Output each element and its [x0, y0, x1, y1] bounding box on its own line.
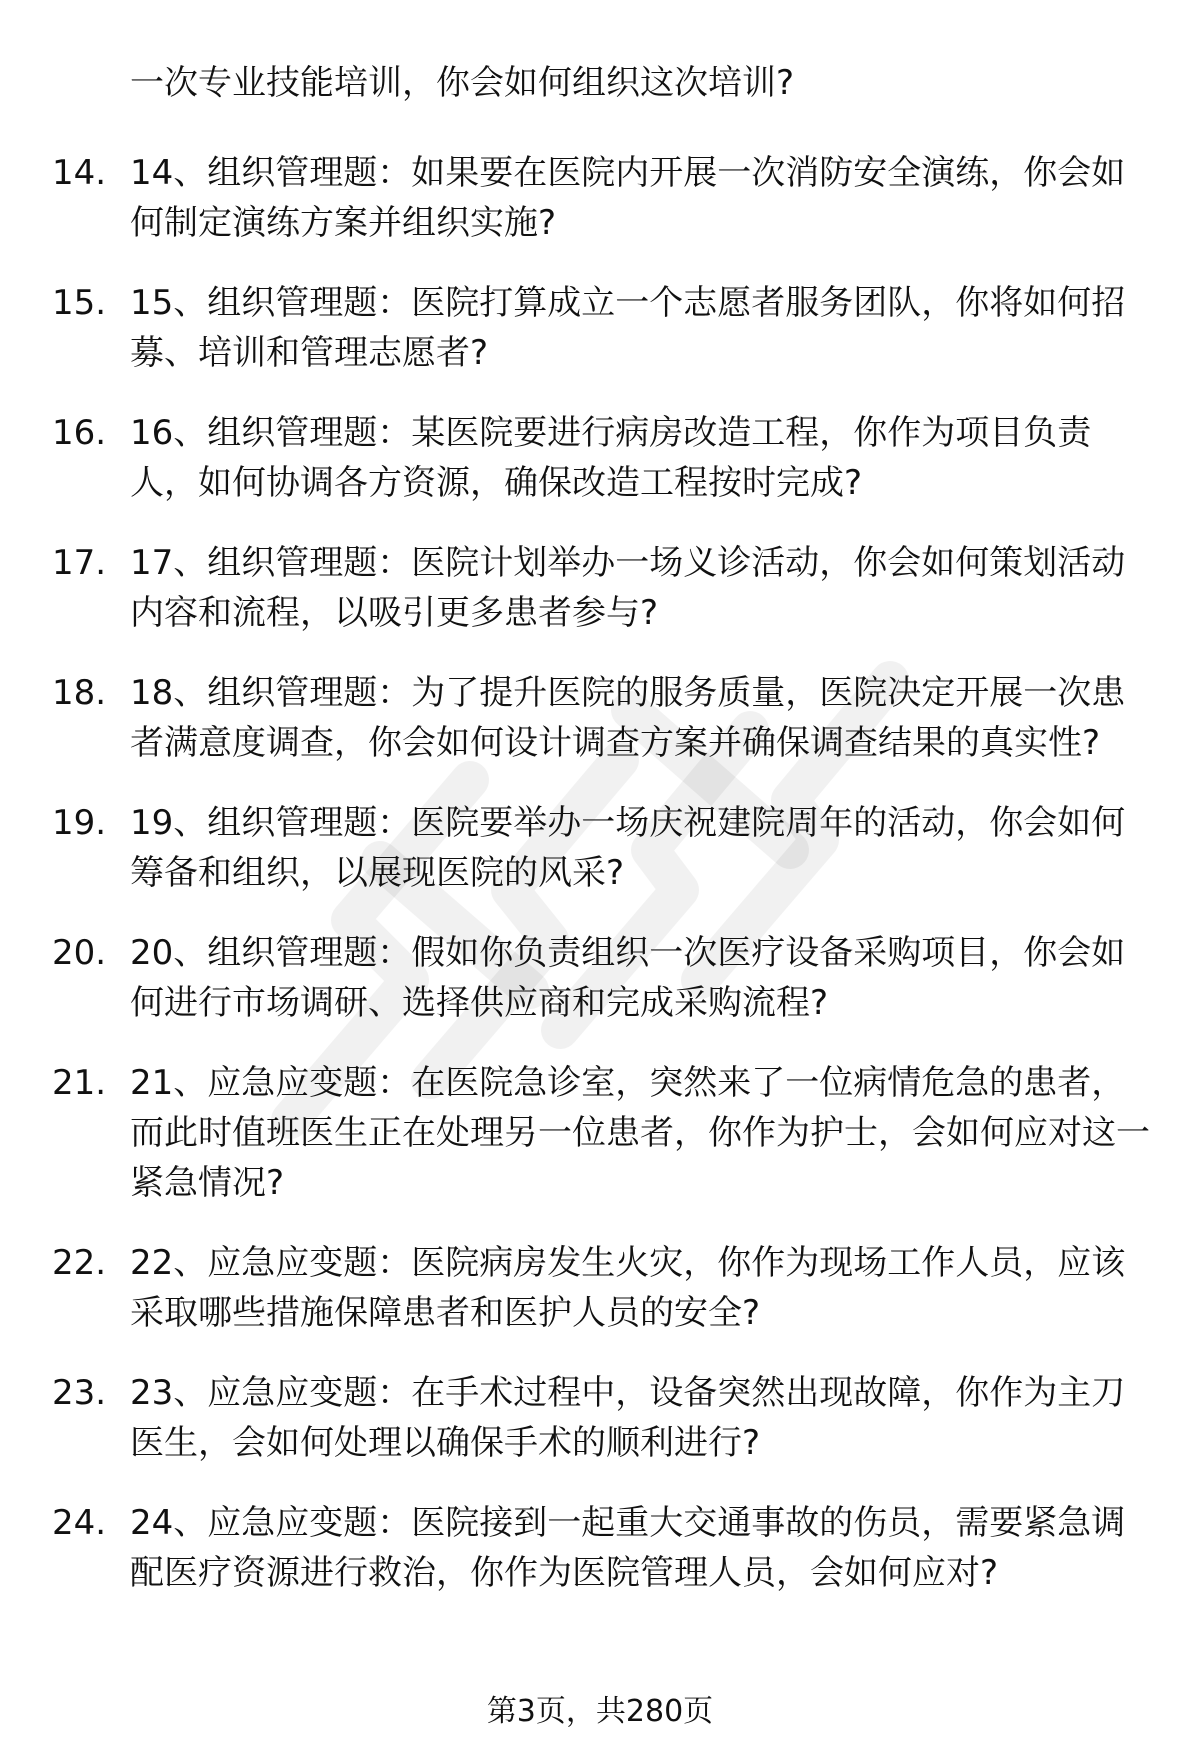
- question-number: 19.: [52, 803, 107, 843]
- question-item: [0, 278, 1200, 378]
- question-text: 16、组织管理题：某医院要进行病房改造工程，你作为项目负责人，如何协调各方资源，确保改造工程按时完成?: [130, 413, 1092, 503]
- question-text: 22、应急应变题：医院病房发生火灾，你作为现场工作人员，应该采取哪些措施保障患者和医护人员的安全?: [130, 1243, 1126, 1333]
- question-item: [0, 1368, 1200, 1468]
- question-number: 16.: [52, 413, 107, 453]
- question-text: 15、组织管理题：医院打算成立一个志愿者服务团队，你将如何招募、培训和管理志愿者?: [130, 283, 1126, 373]
- question-item: [0, 408, 1200, 508]
- question-text: 14、组织管理题：如果要在医院内开展一次消防安全演练，你会如何制定演练方案并组织实施?: [130, 153, 1126, 243]
- question-text: 17、组织管理题：医院计划举办一场义诊活动，你会如何策划活动内容和流程，以吸引更多患者参与?: [130, 543, 1126, 633]
- question-item: [0, 1498, 1200, 1598]
- question-text: 18、组织管理题：为了提升医院的服务质量，医院决定开展一次患者满意度调查，你会如何设计调查方案并确保调查结果的真实性?: [130, 673, 1126, 763]
- question-number: 20.: [52, 933, 107, 973]
- question-number: 14.: [52, 153, 107, 193]
- question-text: 21、应急应变题：在医院急诊室，突然来了一位病情危急的患者，而此时值班医生正在处理另一位患者，你作为护士，会如何应对这一紧急情况?: [130, 1063, 1150, 1203]
- question-item: [0, 928, 1200, 1028]
- question-item: [0, 1238, 1200, 1338]
- page-footer: 第3页，共280页: [486, 1694, 714, 1729]
- question-number: 22.: [52, 1243, 107, 1283]
- question-text: 23、应急应变题：在手术过程中，设备突然出现故障，你作为主刀医生，会如何处理以确保手术的顺利进行?: [130, 1373, 1126, 1463]
- question-number: 18.: [52, 673, 107, 713]
- question-text: 24、应急应变题：医院接到一起重大交通事故的伤员，需要紧急调配医疗资源进行救治，你作为医院管理人员，会如何应对?: [130, 1503, 1126, 1593]
- question-item: [0, 538, 1200, 638]
- question-number: 21.: [52, 1063, 107, 1103]
- question-text: 19、组织管理题：医院要举办一场庆祝建院周年的活动，你会如何筹备和组织，以展现医院的风采?: [130, 803, 1126, 893]
- question-number: 17.: [52, 543, 107, 583]
- question-number: 24.: [52, 1503, 107, 1543]
- question-item: [0, 1058, 1200, 1208]
- question-number: 15.: [52, 283, 107, 323]
- question-item: [0, 148, 1200, 248]
- question-list: [0, 148, 1200, 1628]
- question-text: 20、组织管理题：假如你负责组织一次医疗设备采购项目，你会如何进行市场调研、选择供应商和完成采购流程?: [130, 933, 1126, 1023]
- continued-question-text: 一次专业技能培训，你会如何组织这次培训?: [130, 63, 795, 103]
- question-item: [0, 668, 1200, 768]
- question-item: [0, 798, 1200, 898]
- question-number: 23.: [52, 1373, 107, 1413]
